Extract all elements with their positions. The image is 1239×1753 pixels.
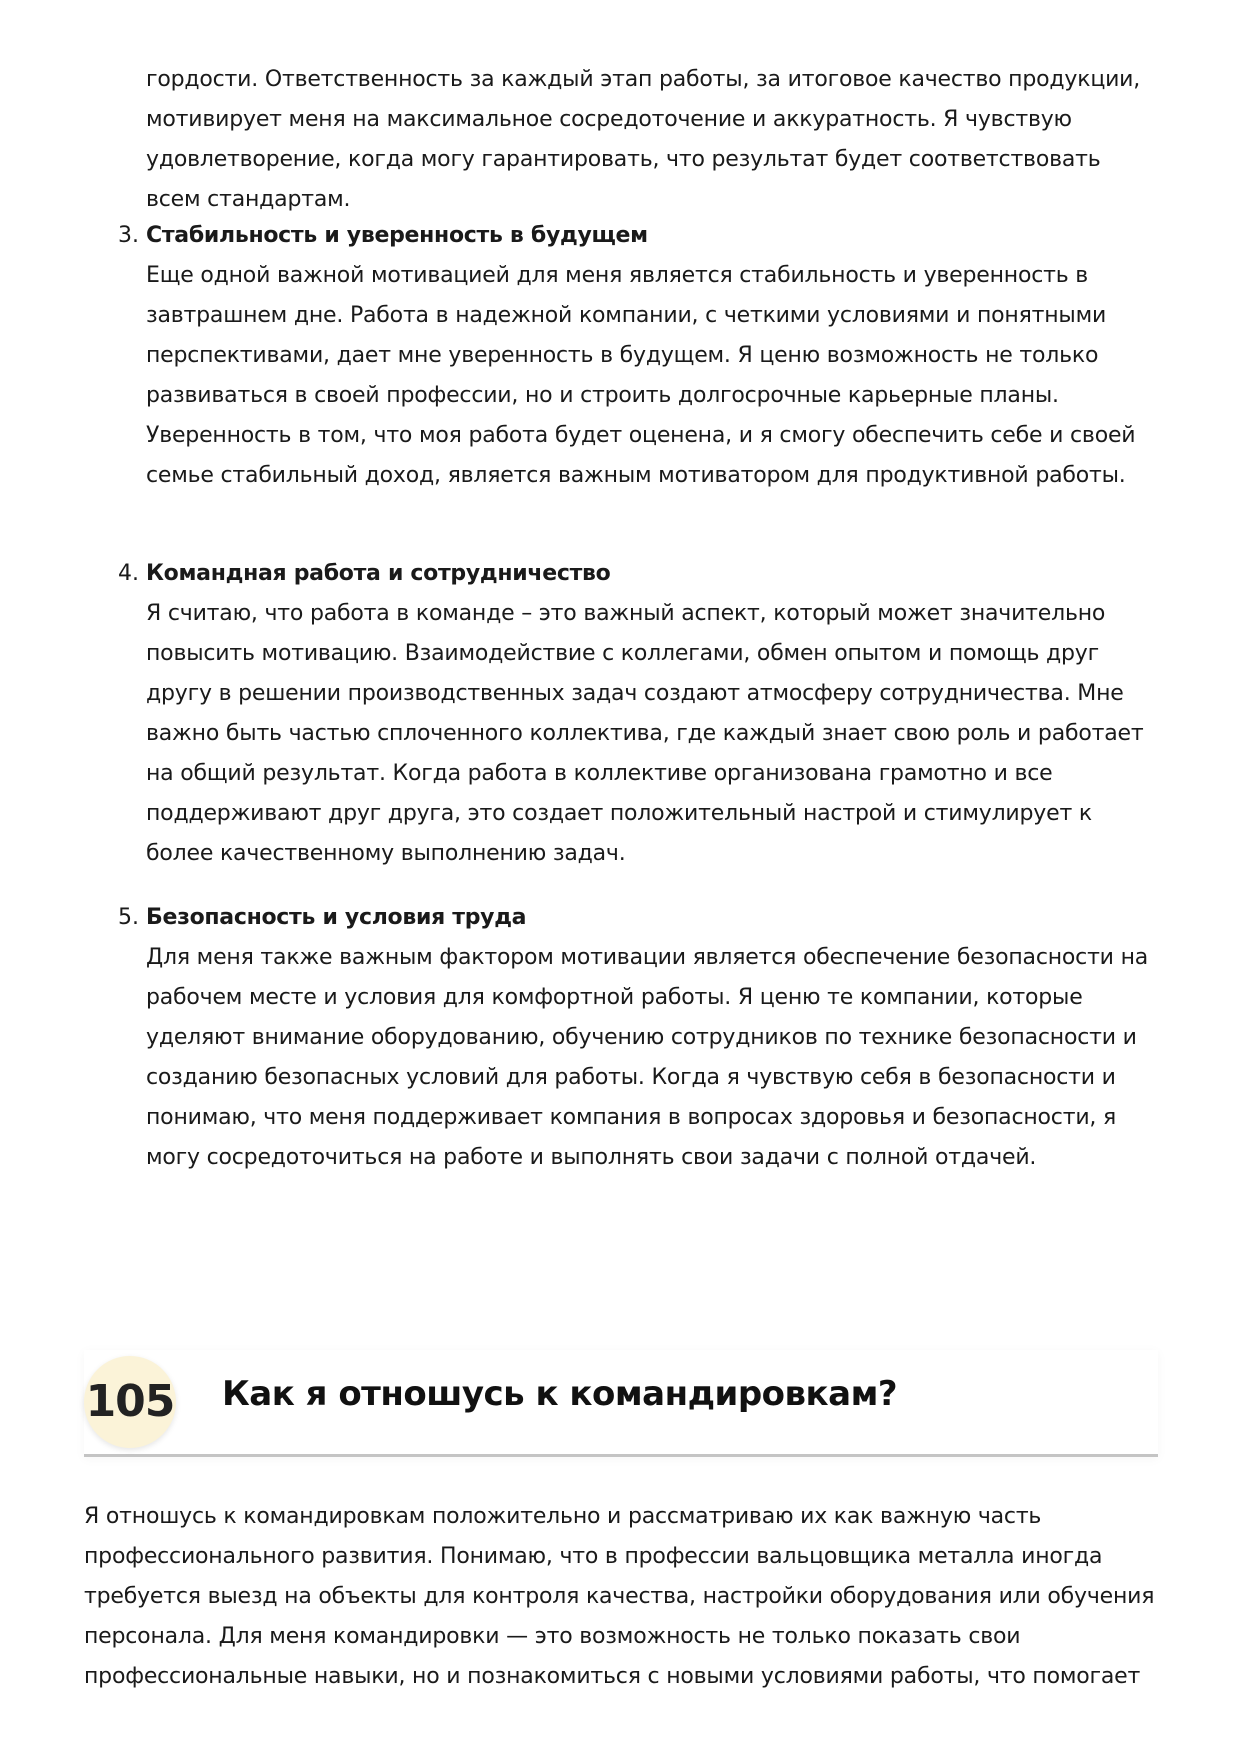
list-item-title: Стабильность и уверенность в будущем: [146, 223, 648, 248]
list-item-number: 4.: [118, 561, 139, 586]
list-item-text: Еще одной важной мотивацией для меня является стабильность и уверенность в завтрашнем дне. Работа в надежной компании, с четкими условиями и понятными перспективами, дает мне уверенность в будущем. Я ценю возможность не только развиваться в своей профессии, но и строить долгосрочные карьерные планы. Уверенность в том, что моя работа будет оценена, и я смогу обеспечить себе и своей семье стабильный доход, является важным мотиватором для продуктивной работы.: [146, 263, 1136, 488]
list-item: [118, 898, 1156, 1178]
list-item-number: 3.: [118, 223, 139, 248]
list-item: [118, 216, 1156, 496]
list-item-title: Безопасность и условия труда: [146, 905, 527, 930]
section-header: [84, 1350, 1158, 1457]
list-item-text: Для меня также важным фактором мотивации является обеспечение безопасности на рабочем месте и условия для комфортной работы. Я ценю те компании, которые уделяют внимание оборудованию, обучению сотрудников по технике безопасности и созданию безопасных условий для работы. Когда я чувствую себя в безопасности и понимаю, что меня поддерживает компания в вопросах здоровья и безопасности, я могу сосредоточиться на работе и выполнять свои задачи с полной отдачей.: [146, 945, 1149, 1170]
question-number-badge: 105: [84, 1356, 176, 1448]
intro-paragraph: гордости. Ответственность за каждый этап работы, за итоговое качество продукции, мотивирует меня на максимальное сосредоточение и аккуратность. Я чувствую удовлетворение, когда могу гарантировать, что результат будет соответствовать всем стандартам.: [146, 67, 1141, 212]
list-item-number: 5.: [118, 905, 139, 930]
list-item: [118, 554, 1156, 874]
section-paragraph: Я отношусь к командировкам положительно и рассматриваю их как важную часть профессионального развития. Понимаю, что в профессии вальцовщика металла иногда требуется выезд на объекты для контроля качества, настройки оборудования или обучения персонала. Для меня командировки — это возможность не только показать свои профессиональные навыки, но и познакомиться с новыми условиями работы, что помогает: [84, 1504, 1155, 1689]
list-item-text: Я считаю, что работа в команде – это важный аспект, который может значительно повысить мотивацию. Взаимодействие с коллегами, обмен опытом и помощь друг другу в решении производственных задач создают атмосферу сотрудничества. Мне важно быть частью сплоченного коллектива, где каждый знает свою роль и работает на общий результат. Когда работа в коллективе организована грамотно и все поддерживают друг друга, это создает положительный настрой и стимулирует к более качественному выполнению задач.: [146, 601, 1144, 866]
list-item-title: Командная работа и сотрудничество: [146, 561, 611, 586]
section-title: Как я отношусь к командировкам?: [222, 1374, 898, 1414]
